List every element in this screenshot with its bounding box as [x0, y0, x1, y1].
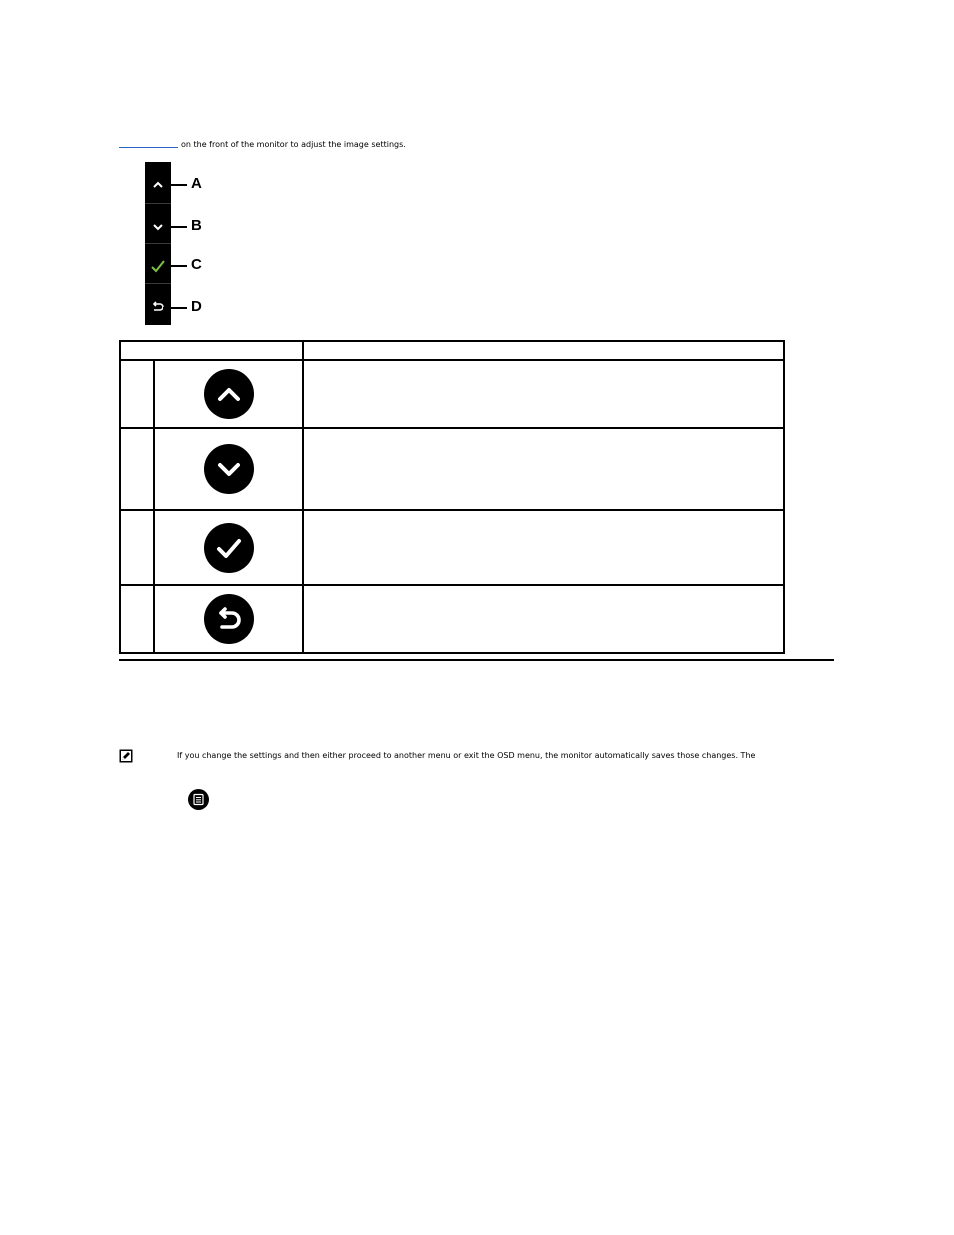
header-cell-button	[120, 341, 303, 360]
chevron-down-icon	[204, 444, 254, 494]
intro-link[interactable]	[119, 138, 178, 148]
callout-letter: A	[191, 175, 202, 192]
row-description-cell	[303, 360, 784, 428]
row-label-cell	[120, 510, 154, 585]
row-description-cell	[303, 510, 784, 585]
row-icon-cell	[154, 360, 303, 428]
ok-button-graphic	[204, 523, 254, 573]
header-cell-description	[303, 341, 784, 360]
panel-divider	[145, 203, 171, 204]
intro-text: on the front of the monitor to adjust the image settings.	[181, 140, 406, 149]
row-label-cell	[120, 360, 154, 428]
table-header-row	[120, 341, 784, 360]
front-panel-buttons	[145, 162, 171, 325]
chevron-up-icon	[204, 369, 254, 419]
note-pencil-icon	[119, 749, 133, 763]
check-icon	[204, 523, 254, 573]
panel-divider	[145, 243, 171, 244]
row-label-cell	[120, 428, 154, 510]
panel-divider	[145, 283, 171, 284]
down-button-graphic	[204, 444, 254, 494]
row-icon-cell	[154, 585, 303, 653]
table-row	[120, 510, 784, 585]
row-description-cell	[303, 585, 784, 653]
row-description-cell	[303, 428, 784, 510]
callout-letter: D	[191, 298, 202, 315]
menu-icon	[188, 789, 209, 810]
table-row	[120, 585, 784, 653]
row-icon-cell	[154, 510, 303, 585]
back-arrow-icon	[204, 594, 254, 644]
section-divider	[119, 659, 834, 661]
up-button-graphic	[204, 369, 254, 419]
row-icon-cell	[154, 428, 303, 510]
row-label-cell	[120, 585, 154, 653]
table-row	[120, 360, 784, 428]
note-text: If you change the settings and then either proceed to another menu or exit the OSD menu, the monitor automatically saves those changes. The	[177, 751, 756, 760]
button-table	[119, 340, 785, 654]
back-button-graphic	[204, 594, 254, 644]
table-row	[120, 428, 784, 510]
callout-letter: B	[191, 217, 202, 234]
intro-line	[119, 138, 406, 151]
callout-letter: C	[191, 256, 202, 273]
